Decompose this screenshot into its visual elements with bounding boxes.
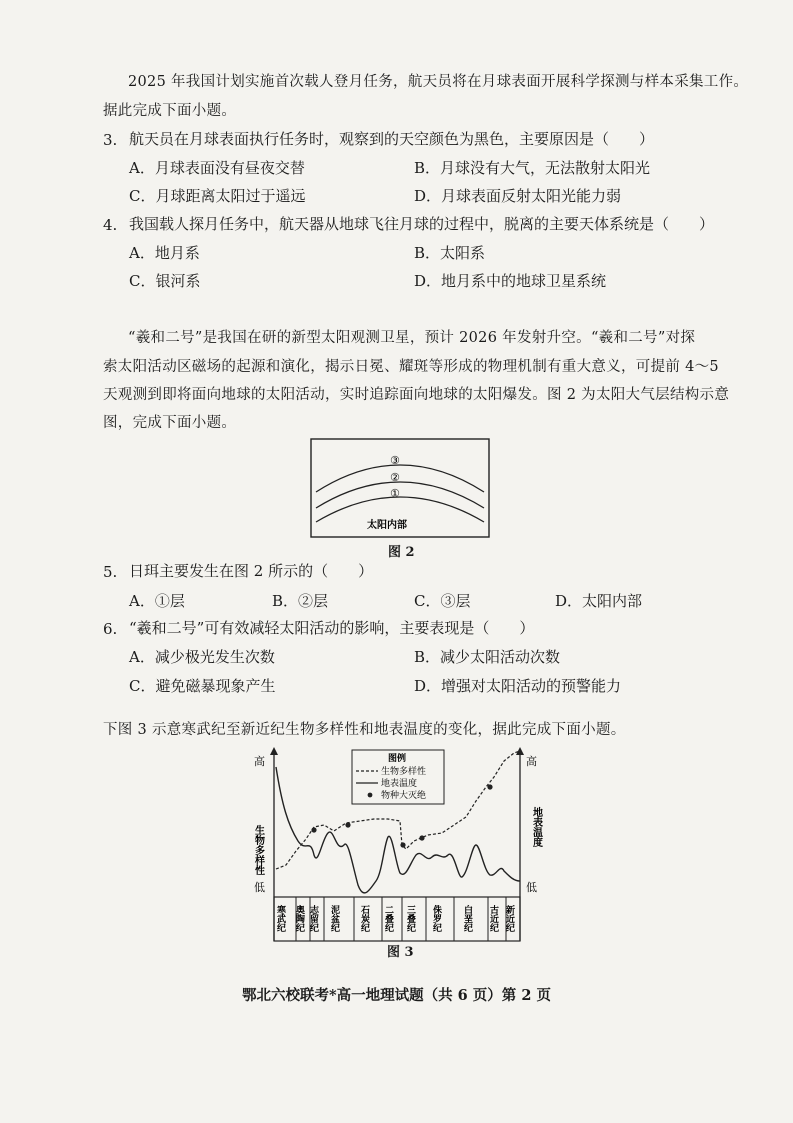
figure3-extinction-dot <box>345 822 350 827</box>
figure3-right-axis-title: 地表温度 <box>530 807 542 847</box>
figure3-period-devonian: 泥盆纪 <box>329 905 339 932</box>
section1-intro-line1: 2025 年我国计划实施首次载人登月任务，航天员将在月球表面开展科学探测与样本采集工作。 <box>128 74 749 90</box>
section2-intro-line4: 图，完成下面小题。 <box>103 415 237 431</box>
question-5-stem: 日珥主要发生在图 2 所示的（ ） <box>129 562 374 580</box>
figure3-legend-extinction: 物种大灭绝 <box>381 791 427 801</box>
figure3-legend-dot-swatch <box>368 793 373 798</box>
figure2-caption: 图 2 <box>388 545 415 560</box>
figure2-arc-outer <box>316 465 484 492</box>
question-4-option-a[interactable]: A．地月系 <box>129 244 200 262</box>
question-4-number: 4. <box>103 216 118 234</box>
figure2-solar-atmosphere-diagram <box>310 438 490 538</box>
question-6-option-c[interactable]: C．避免磁暴现象产生 <box>129 677 276 695</box>
question-6-option-d[interactable]: D．增强对太阳活动的预警能力 <box>414 677 622 695</box>
figure3-left-low-label: 低 <box>254 881 265 894</box>
section2-intro-line2: 索太阳活动区磁场的起源和演化，揭示日冕、耀斑等形成的物理机制有重大意义，可提前 4～5 <box>103 359 719 375</box>
question-5-number: 5. <box>103 563 118 581</box>
question-4-stem: 我国载人探月任务中，航天器从地球飞往月球的过程中，脱离的主要天体系统是（ ） <box>129 215 715 233</box>
figure3-right-axis-arrow <box>516 747 524 755</box>
page-footer: 鄂北六校联考*高一地理试题（共 6 页）第 2 页 <box>242 987 551 1004</box>
figure2-arc-inner <box>316 497 484 522</box>
figure3-extinction-dot <box>487 784 492 789</box>
question-3-option-a[interactable]: A．月球表面没有昼夜交替 <box>129 159 305 177</box>
question-5-option-a[interactable]: A．①层 <box>129 592 185 610</box>
figure3-legend-biodiversity: 生物多样性 <box>381 767 427 777</box>
figure3-period-triassic: 三叠纪 <box>405 905 415 932</box>
figure3-legend-temperature: 地表温度 <box>381 779 418 789</box>
question-6-option-b[interactable]: B．减少太阳活动次数 <box>414 648 561 666</box>
figure3-extinction-dot <box>419 835 424 840</box>
figure3-right-low-label: 低 <box>526 881 537 894</box>
figure3-period-cretaceous: 白垩纪 <box>462 905 472 932</box>
section3-intro: 下图 3 示意寒武纪至新近纪生物多样性和地表温度的变化，据此完成下面小题。 <box>103 722 626 738</box>
question-3-number: 3. <box>103 131 118 149</box>
question-6-option-a[interactable]: A．减少极光发生次数 <box>129 648 275 666</box>
figure2-layer-3-label: ③ <box>390 454 400 467</box>
figure3-legend-title: 图例 <box>388 754 407 764</box>
figure3-extinction-dot <box>400 842 405 847</box>
figure3-period-carboniferous: 石炭纪 <box>359 905 369 932</box>
figure2-layer-1-label: ① <box>390 487 400 500</box>
figure2-inner-label: 太阳内部 <box>367 520 407 531</box>
figure3-period-silurian: 志留纪 <box>308 905 318 932</box>
figure3-period-ordovician: 奥陶纪 <box>294 905 304 932</box>
figure3-period-cambrian: 寒武纪 <box>275 905 285 932</box>
question-3-stem: 航天员在月球表面执行任务时，观察到的天空颜色为黑色，主要原因是（ ） <box>129 130 655 148</box>
question-5-option-b[interactable]: B．②层 <box>272 592 329 610</box>
question-3-option-b[interactable]: B．月球没有大气，无法散射太阳光 <box>414 159 651 177</box>
figure3-right-high-label: 高 <box>526 755 537 768</box>
figure3-period-paleogene: 古近纪 <box>488 905 498 932</box>
figure3-left-axis-arrow <box>270 747 278 755</box>
figure3-extinction-dot <box>311 827 316 832</box>
question-6-number: 6. <box>103 620 118 638</box>
question-3-option-d[interactable]: D．月球表面反射太阳光能力弱 <box>414 187 622 205</box>
section2-intro-line3: 天观测到即将面向地球的太阳活动，实时追踪面向地球的太阳爆发。图 2 为太阳大气层结构示意 <box>103 387 730 403</box>
figure3-biodiversity-temperature-chart <box>248 745 548 950</box>
question-4-option-d[interactable]: D．地月系中的地球卫星系统 <box>414 272 607 290</box>
question-3-option-c[interactable]: C．月球距离太阳过于遥远 <box>129 187 306 205</box>
question-5-option-c[interactable]: C．③层 <box>414 592 471 610</box>
figure3-left-high-label: 高 <box>254 755 265 768</box>
section2-intro-line1: “羲和二号”是我国在研的新型太阳观测卫星，预计 2026 年发射升空。“羲和二号”对探 <box>128 330 696 346</box>
question-5-option-d[interactable]: D．太阳内部 <box>555 592 643 610</box>
figure3-period-dividers <box>296 897 506 941</box>
figure3-period-permian: 二叠纪 <box>383 905 393 932</box>
figure3-caption: 图 3 <box>387 945 414 960</box>
section1-intro-line2: 据此完成下面小题。 <box>103 103 237 119</box>
question-6-stem: “羲和二号”可有效减轻太阳活动的影响，主要表现是（ ） <box>129 619 535 637</box>
figure2-layer-2-label: ② <box>390 471 400 484</box>
figure2-arc-middle <box>316 482 484 508</box>
figure3-left-axis-title: 生物多样性 <box>252 825 264 875</box>
figure3-period-neogene: 新近纪 <box>504 905 514 932</box>
figure3-period-jurassic: 侏罗纪 <box>431 905 441 932</box>
question-4-option-b[interactable]: B．太阳系 <box>414 244 486 262</box>
question-4-option-c[interactable]: C．银河系 <box>129 272 201 290</box>
